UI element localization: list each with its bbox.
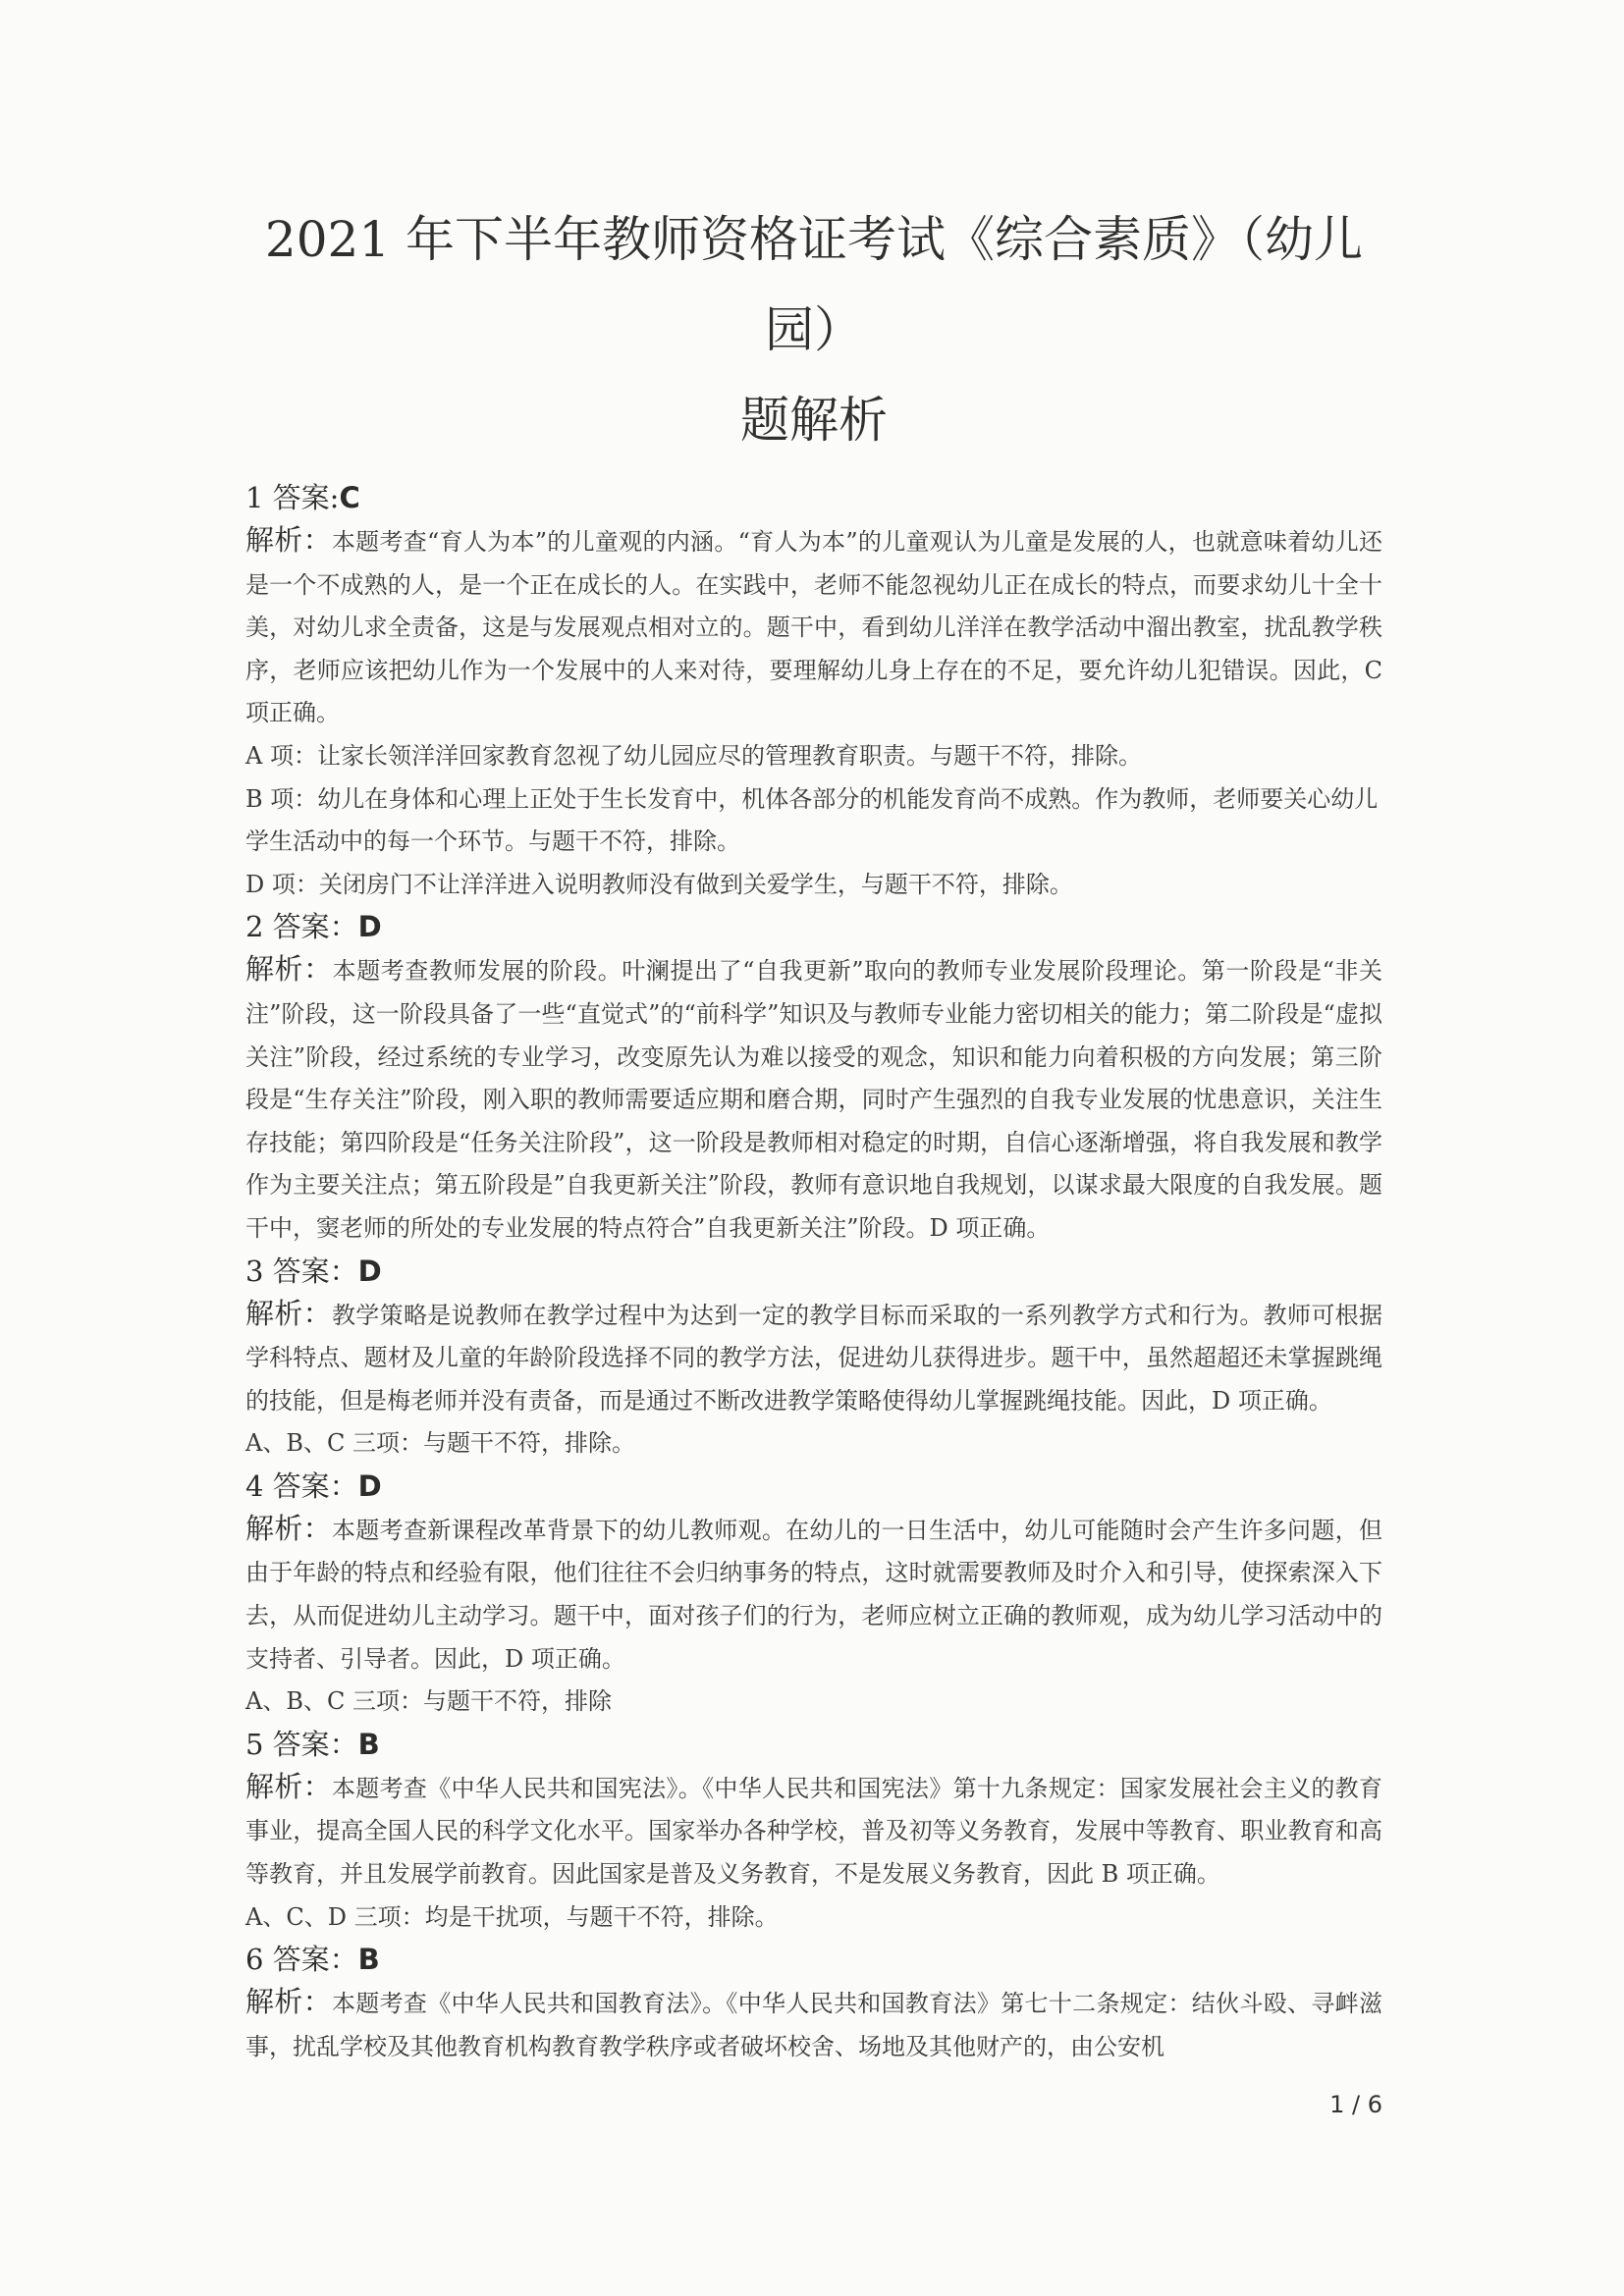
answer-prefix: 4 答案： bbox=[245, 1468, 358, 1503]
answer-prefix: 6 答案： bbox=[245, 1943, 358, 1977]
analysis-paragraph bbox=[245, 1293, 1382, 1423]
analysis-paragraph bbox=[245, 519, 1382, 735]
analysis-lead: 解析： bbox=[245, 523, 332, 557]
question-item-1 bbox=[245, 477, 1382, 906]
page-number: 1 / 6 bbox=[1329, 2091, 1382, 2118]
answer-heading bbox=[245, 1466, 1382, 1508]
analysis-text: 教学策略是说教师在教学过程中为达到一定的教学目标而采取的一系列教学方式和行为。教师可根据学科特点、题材及儿童的年龄阶段选择不同的教学方法，促进幼儿获得进步。题干中，虽然超超还未掌握跳绳的技能，但是梅老师并没有责备，而是通过不断改进教学策略使得幼儿掌握跳绳技能。因此，D 项正确。 bbox=[245, 1301, 1382, 1415]
option-note: A 项：让家长领洋洋回家教育忽视了幼儿园应尽的管理教育职责。与题干不符，排除。 bbox=[245, 741, 1142, 770]
analysis-paragraph bbox=[245, 1508, 1382, 1681]
answer-heading bbox=[245, 1251, 1382, 1293]
option-note: A、C、D 三项：均是干扰项，与题干不符，排除。 bbox=[245, 1902, 779, 1931]
question-item-3 bbox=[245, 1251, 1382, 1466]
analysis-text: 本题考查“育人为本”的儿童观的内涵。“育人为本”的儿童观认为儿童是发展的人，也就意味着幼儿还是一个不成熟的人，是一个正在成长的人。在实践中，老师不能忽视幼儿正在成长的特点，而要求幼儿十全十美，对幼儿求全责备，这是与发展观点相对立的。题干中，看到幼儿洋洋在教学活动中溜出教室，扰乱教学秩序，老师应该把幼儿作为一个发展中的人来对待，要理解幼儿身上存在的不足，要允许幼儿犯错误。因此，C 项正确。 bbox=[245, 528, 1382, 727]
analysis-text: 本题考查教师发展的阶段。叶澜提出了“自我更新”取向的教师专业发展阶段理论。第一阶段是“非关注”阶段，这一阶段具备了一些“直觉式”的“前科学”知识及与教师专业能力密切相关的能力；第二阶段是“虚拟关注”阶段，经过系统的专业学习，改变原先认为难以接受的观念，知识和能力向着积极的方向发展；第三阶段是“生存关注”阶段，刚入职的教师需要适应期和磨合期，同时产生强烈的自我专业发展的忧患意识，关注生存技能；第四阶段是“任务关注阶段”，这一阶段是教师相对稳定的时期，自信心逐渐增强，将自我发展和教学作为主要关注点；第五阶段是”自我更新关注”阶段，教师有意识地自我规划，以谋求最大限度的自我发展。题干中，窦老师的所处的专业发展的特点符合”自我更新关注”阶段。D 项正确。 bbox=[245, 957, 1382, 1242]
analysis-paragraph bbox=[245, 1981, 1382, 2068]
answer-heading bbox=[245, 477, 1382, 519]
analysis-lead: 解析： bbox=[245, 1511, 332, 1545]
analysis-lead: 解析： bbox=[245, 952, 333, 987]
question-item-2 bbox=[245, 906, 1382, 1250]
answer-prefix: 3 答案： bbox=[245, 1254, 358, 1288]
answer-letter: B bbox=[357, 1727, 380, 1761]
analysis-lead: 解析： bbox=[245, 1769, 332, 1803]
answer-letter: D bbox=[357, 1254, 382, 1288]
answer-heading bbox=[245, 1724, 1382, 1766]
page-title bbox=[245, 194, 1382, 465]
question-item-5 bbox=[245, 1724, 1382, 1939]
option-note: D 项：关闭房门不让洋洋进入说明教师没有做到关爱学生，与题干不符，排除。 bbox=[245, 870, 1073, 898]
question-item-4 bbox=[245, 1466, 1382, 1724]
option-note: B 项：幼儿在身体和心理上正处于生长发育中，机体各部分的机能发育尚不成熟。作为教师，老师要关心幼儿学生活动中的每一个环节。与题干不符，排除。 bbox=[245, 784, 1379, 856]
option-note: A、B、C 三项：与题干不符，排除 bbox=[245, 1687, 612, 1716]
answer-prefix: 1 答案: bbox=[245, 481, 340, 514]
answer-heading bbox=[245, 906, 1382, 948]
title-line-1: 2021 年下半年教师资格证考试《综合素质》（幼儿园） bbox=[264, 211, 1364, 358]
analysis-text: 本题考查《中华人民共和国教育法》。《中华人民共和国教育法》第七十二条规定：结伙斗殴、寻衅滋事，扰乱学校及其他教育机构教育教学秩序或者破坏校舍、场地及其他财产的，由公安机 bbox=[245, 1990, 1382, 2060]
answer-prefix: 5 答案： bbox=[245, 1727, 358, 1761]
answer-prefix: 2 答案： bbox=[245, 910, 358, 944]
analysis-lead: 解析： bbox=[245, 1296, 332, 1330]
question-item-6 bbox=[245, 1939, 1382, 2068]
analysis-paragraph bbox=[245, 948, 1382, 1250]
option-note: A、B、C 三项：与题干不符，排除。 bbox=[245, 1429, 635, 1458]
answer-letter: D bbox=[357, 910, 382, 944]
analysis-lead: 解析： bbox=[245, 1985, 332, 2019]
analysis-text: 本题考查新课程改革背景下的幼儿教师观。在幼儿的一日生活中，幼儿可能随时会产生许多问题，但由于年龄的特点和经验有限，他们往往不会归纳事务的特点，这时就需要教师及时介入和引导，使探索深入下去，从而促进幼儿主动学习。题干中，面对孩子们的行为，老师应树立正确的教师观，成为幼儿学习活动中的支持者、引导者。因此，D 项正确。 bbox=[245, 1516, 1382, 1673]
title-line-2: 题解析 bbox=[740, 392, 888, 449]
document-page bbox=[245, 194, 1382, 2068]
analysis-text: 本题考查《中华人民共和国宪法》。《中华人民共和国宪法》第十九条规定：国家发展社会主义的教育事业，提高全国人民的科学文化水平。国家举办各种学校，普及初等义务教育，发展中等教育、职业教育和高等教育，并且发展学前教育。因此国家是普及义务教育，不是发展义务教育，因此 B 项正确。 bbox=[245, 1774, 1382, 1889]
answer-letter: D bbox=[357, 1468, 382, 1503]
answer-letter: C bbox=[339, 481, 360, 514]
answer-heading bbox=[245, 1939, 1382, 1981]
answer-letter: B bbox=[357, 1943, 380, 1977]
analysis-paragraph bbox=[245, 1766, 1382, 1896]
